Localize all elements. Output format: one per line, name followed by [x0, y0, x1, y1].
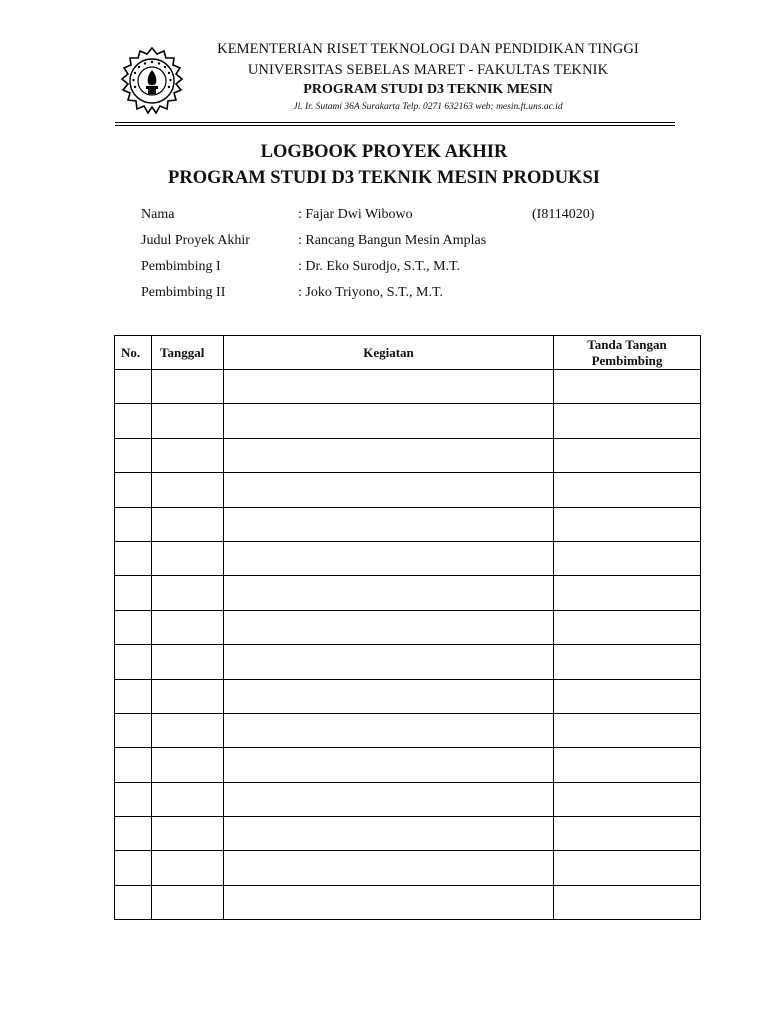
cell-tanda-tangan[interactable] — [554, 748, 701, 782]
cell-tanda-tangan[interactable] — [554, 782, 701, 816]
table-row — [115, 885, 701, 919]
cell-tanggal[interactable] — [152, 748, 224, 782]
table-row — [115, 610, 701, 644]
address-line: Jl. Ir. Sutami 36A Surakarta Telp. 0271 632163 web: mesin.ft.uns.ac.id — [293, 102, 563, 112]
table-row — [115, 370, 701, 404]
header-divider — [115, 122, 675, 123]
cell-no[interactable] — [115, 679, 152, 713]
table-row — [115, 438, 701, 472]
cell-tanda-tangan[interactable] — [554, 713, 701, 747]
cell-no[interactable] — [115, 370, 152, 404]
cell-no[interactable] — [115, 576, 152, 610]
cell-tanda-tangan[interactable] — [554, 541, 701, 575]
table-row — [115, 817, 701, 851]
university-faculty-name: UNIVERSITAS SEBELAS MARET - FAKULTAS TEKNIK — [247, 62, 609, 78]
cell-kegiatan[interactable] — [224, 438, 554, 472]
cell-tanggal[interactable] — [152, 507, 224, 541]
cell-tanda-tangan[interactable] — [554, 679, 701, 713]
judul-value: : Rancang Bangun Mesin Amplas — [298, 233, 487, 248]
cell-no[interactable] — [115, 438, 152, 472]
cell-tanggal[interactable] — [152, 404, 224, 438]
table-row — [115, 851, 701, 885]
header-divider-thick — [115, 125, 675, 126]
cell-no[interactable] — [115, 817, 152, 851]
column-header-tanda-line1: Tanda Tangan — [587, 336, 667, 352]
cell-kegiatan[interactable] — [224, 370, 554, 404]
cell-tanggal[interactable] — [152, 645, 224, 679]
university-seal-logo — [115, 46, 189, 120]
table-row — [115, 748, 701, 782]
cell-tanda-tangan[interactable] — [554, 404, 701, 438]
judul-label: Judul Proyek Akhir — [141, 233, 250, 248]
cell-tanggal[interactable] — [152, 541, 224, 575]
cell-tanda-tangan[interactable] — [554, 473, 701, 507]
nama-value: : Fajar Dwi Wibowo — [298, 207, 413, 222]
cell-kegiatan[interactable] — [224, 782, 554, 816]
table-row — [115, 541, 701, 575]
cell-no[interactable] — [115, 645, 152, 679]
nim-value: (I8114020) — [532, 207, 595, 222]
cell-tanda-tangan[interactable] — [554, 851, 701, 885]
cell-no[interactable] — [115, 782, 152, 816]
cell-no[interactable] — [115, 885, 152, 919]
logbook-table — [114, 335, 701, 920]
cell-tanda-tangan[interactable] — [554, 576, 701, 610]
cell-kegiatan[interactable] — [224, 473, 554, 507]
nama-label: Nama — [141, 207, 175, 222]
cell-no[interactable] — [115, 713, 152, 747]
cell-kegiatan[interactable] — [224, 645, 554, 679]
cell-tanggal[interactable] — [152, 713, 224, 747]
cell-tanggal[interactable] — [152, 817, 224, 851]
table-row — [115, 473, 701, 507]
table-row — [115, 645, 701, 679]
cell-tanda-tangan[interactable] — [554, 645, 701, 679]
table-row — [115, 713, 701, 747]
cell-no[interactable] — [115, 748, 152, 782]
pembimbing2-value: : Joko Triyono, S.T., M.T. — [298, 285, 443, 300]
cell-tanda-tangan[interactable] — [554, 507, 701, 541]
cell-tanda-tangan[interactable] — [554, 370, 701, 404]
cell-tanggal[interactable] — [152, 885, 224, 919]
table-header-row — [115, 336, 701, 370]
cell-kegiatan[interactable] — [224, 748, 554, 782]
logbook-table-body — [115, 370, 701, 920]
table-row — [115, 507, 701, 541]
cell-kegiatan[interactable] — [224, 576, 554, 610]
pembimbing1-label: Pembimbing I — [141, 259, 221, 274]
cell-tanggal[interactable] — [152, 679, 224, 713]
cell-kegiatan[interactable] — [224, 885, 554, 919]
cell-kegiatan[interactable] — [224, 713, 554, 747]
ministry-name: KEMENTERIAN RISET TEKNOLOGI DAN PENDIDIKAN TINGGI — [217, 41, 639, 57]
pembimbing1-value: : Dr. Eko Surodjo, S.T., M.T. — [298, 259, 461, 274]
cell-no[interactable] — [115, 507, 152, 541]
cell-no[interactable] — [115, 404, 152, 438]
cell-tanggal[interactable] — [152, 473, 224, 507]
cell-no[interactable] — [115, 541, 152, 575]
cell-tanggal[interactable] — [152, 576, 224, 610]
cell-kegiatan[interactable] — [224, 507, 554, 541]
cell-tanggal[interactable] — [152, 851, 224, 885]
cell-kegiatan[interactable] — [224, 610, 554, 644]
cell-kegiatan[interactable] — [224, 679, 554, 713]
table-row — [115, 782, 701, 816]
cell-tanggal[interactable] — [152, 370, 224, 404]
table-row — [115, 679, 701, 713]
cell-tanggal[interactable] — [152, 438, 224, 472]
column-header-tanda-line2: Pembimbing — [591, 352, 663, 368]
column-header-no: No. — [115, 336, 152, 370]
cell-tanggal[interactable] — [152, 782, 224, 816]
column-header-kegiatan: Kegiatan — [224, 336, 554, 370]
study-program-name: PROGRAM STUDI D3 TEKNIK MESIN — [303, 82, 553, 97]
cell-kegiatan[interactable] — [224, 541, 554, 575]
column-header-tanggal: Tanggal — [152, 336, 224, 370]
cell-tanda-tangan[interactable] — [554, 817, 701, 851]
document-title: LOGBOOK PROYEK AKHIR — [260, 142, 508, 162]
cell-tanggal[interactable] — [152, 610, 224, 644]
document-subtitle: PROGRAM STUDI D3 TEKNIK MESIN PRODUKSI — [168, 168, 600, 188]
cell-kegiatan[interactable] — [224, 817, 554, 851]
cell-tanda-tangan[interactable] — [554, 438, 701, 472]
table-row — [115, 576, 701, 610]
cell-tanda-tangan[interactable] — [554, 885, 701, 919]
cell-no[interactable] — [115, 473, 152, 507]
pembimbing2-label: Pembimbing II — [141, 285, 226, 300]
cell-no[interactable] — [115, 851, 152, 885]
cell-no[interactable] — [115, 610, 152, 644]
cell-tanda-tangan[interactable] — [554, 610, 701, 644]
table-row — [115, 404, 701, 438]
column-header-tanda-tangan — [554, 336, 701, 370]
cell-kegiatan[interactable] — [224, 851, 554, 885]
cell-kegiatan[interactable] — [224, 404, 554, 438]
